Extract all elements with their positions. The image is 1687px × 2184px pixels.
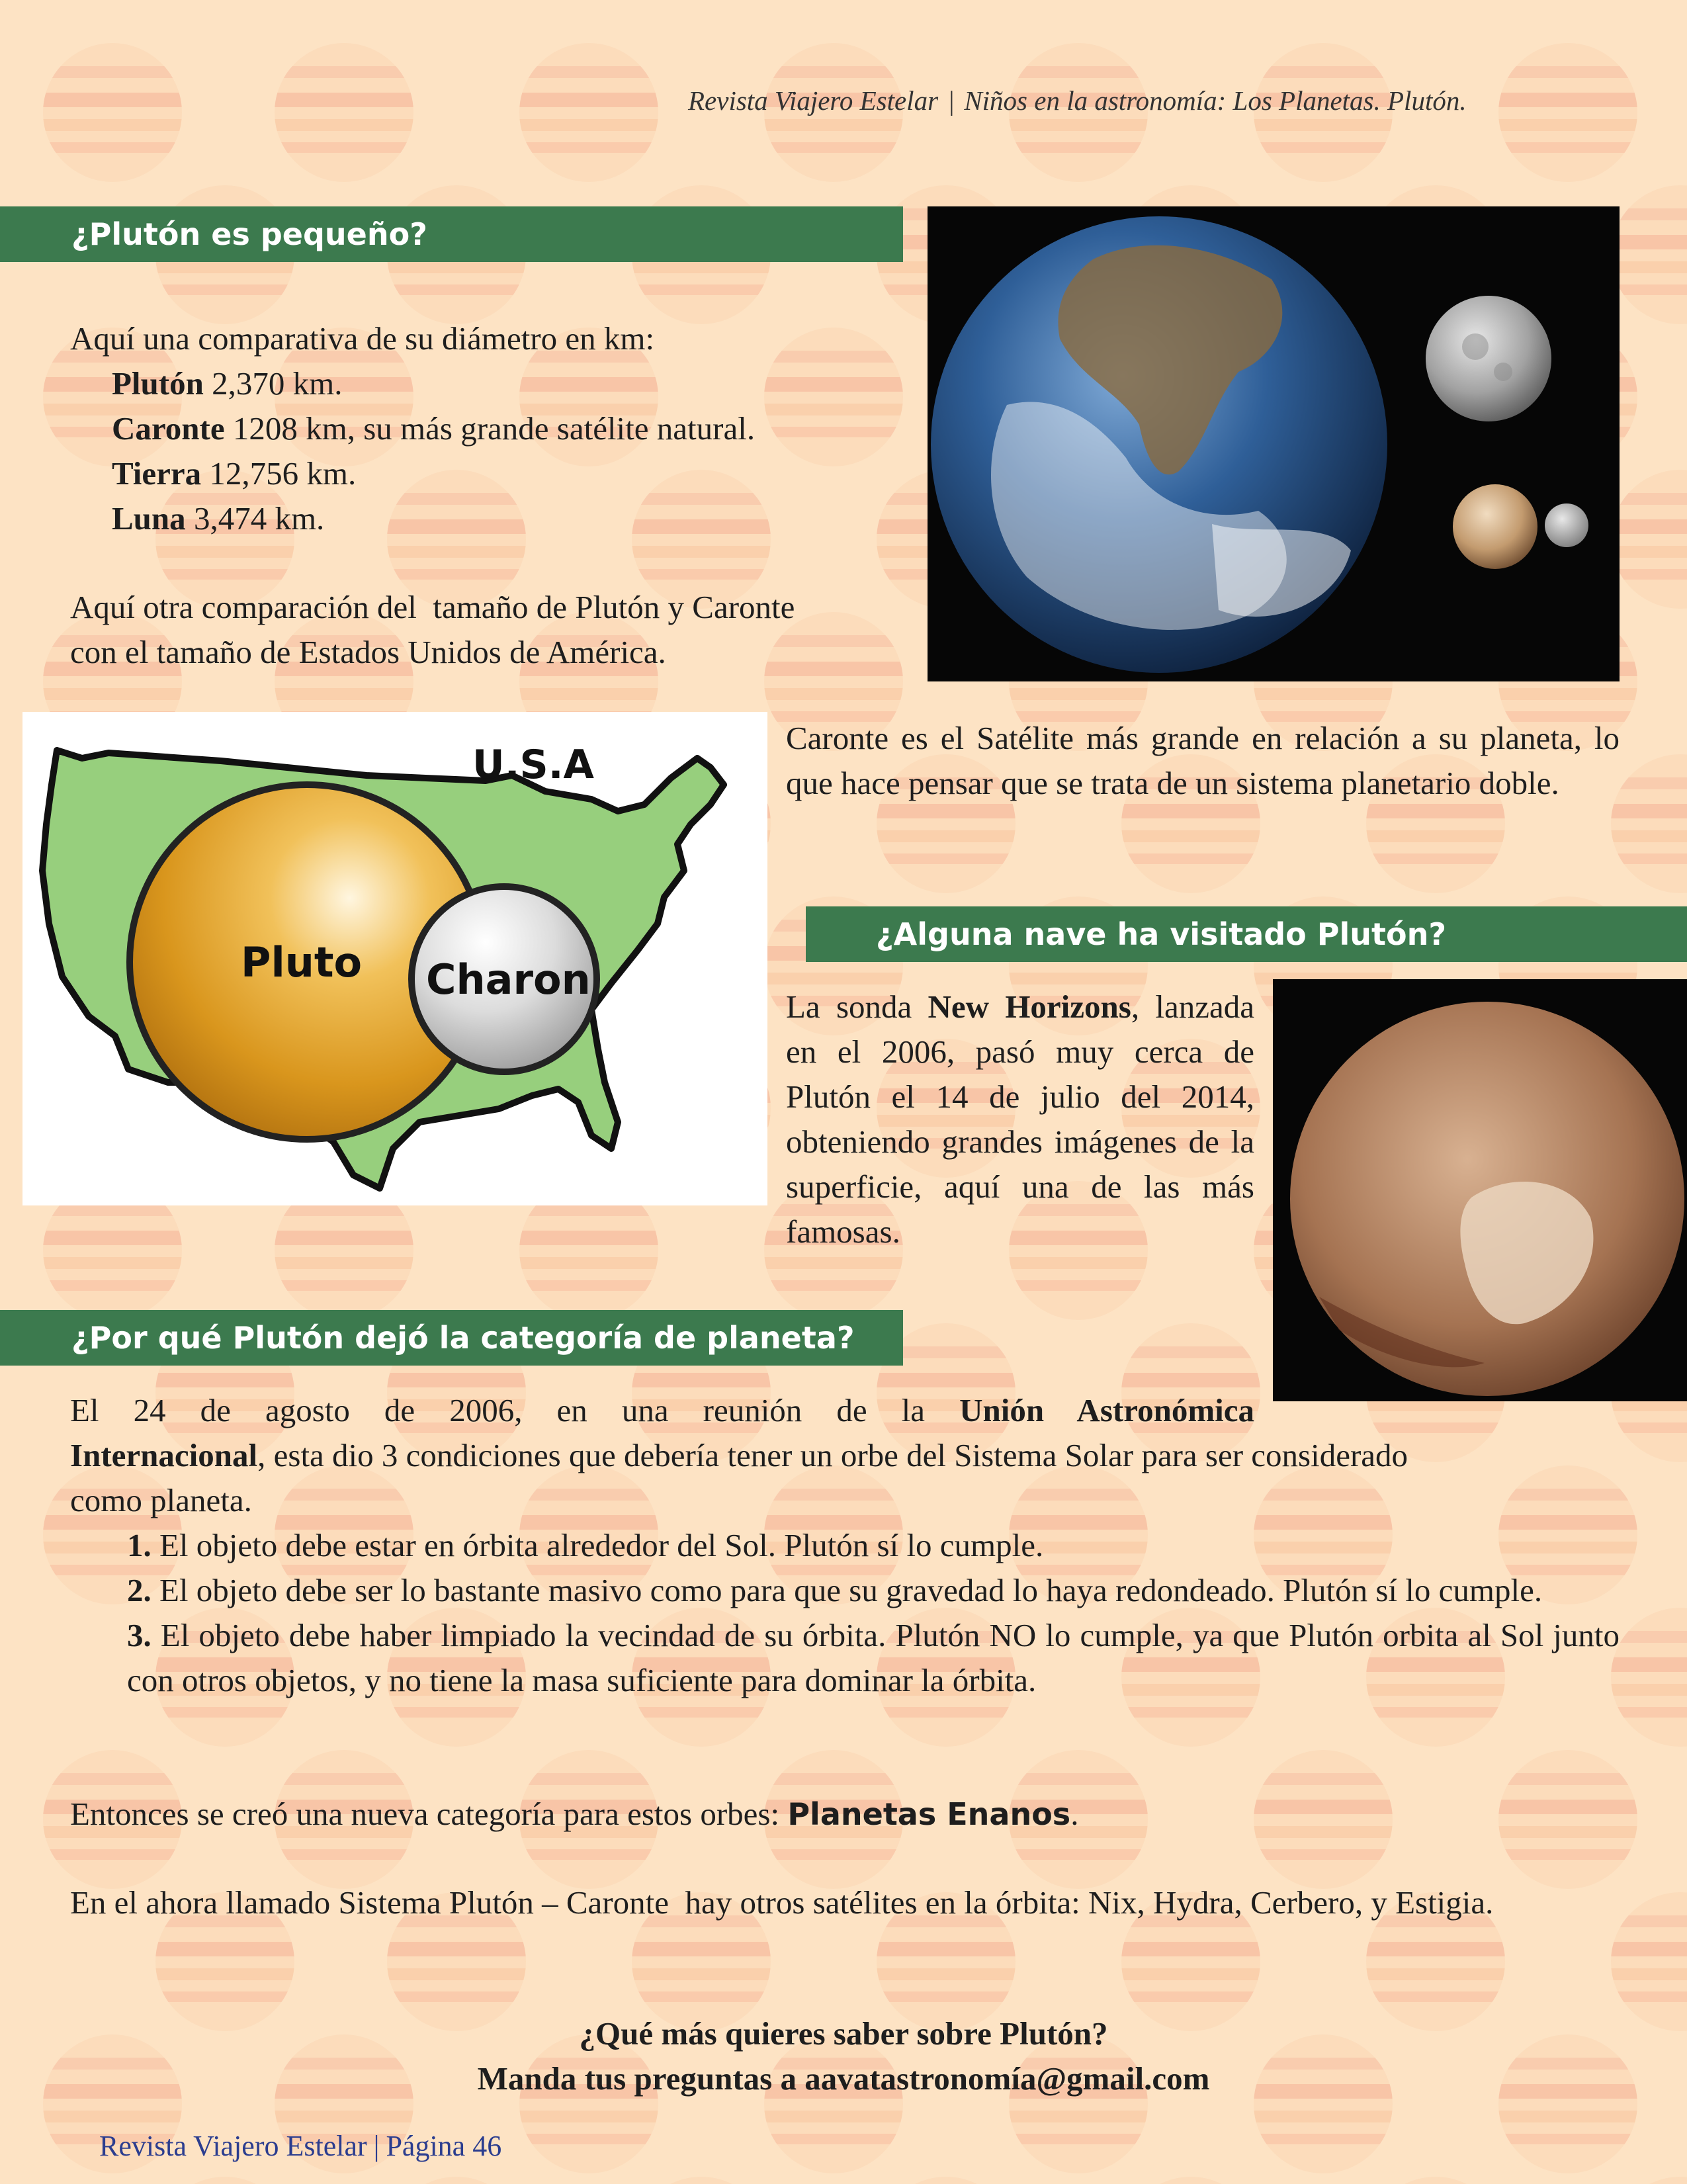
new-horizons-text [786, 984, 1254, 1254]
decorative-planet [1611, 2177, 1687, 2184]
footer-separator: | [373, 2130, 380, 2162]
probe-text-before: La sonda [786, 988, 928, 1025]
closing-block [0, 2011, 1687, 2101]
section-heading-size [0, 206, 903, 262]
decorative-planet [632, 2177, 771, 2184]
section-heading-classification [0, 1310, 903, 1366]
diameter-item-name: Plutón [112, 365, 204, 402]
decorative-planet [1611, 1892, 1687, 2031]
usa-pluto-charon-map [22, 712, 767, 1205]
dwarf-planet-paragraph [70, 1792, 1618, 1837]
diameter-item [70, 361, 917, 406]
iau-text-start: El 24 de agosto de 2006, en una reunión de la [70, 1392, 960, 1428]
size-comparison-photo [928, 206, 1620, 681]
charon-note: Caronte es el Satélite más grande en relación a su planeta, lo que hace pensar que se trata de un sistema planetario doble. [786, 720, 1620, 801]
pluto-system-paragraph: En el ahora llamado Sistema Plutón – Caronte hay otros satélites en la órbita: Nix, Hydra, Cerbero, y Estigia. [70, 1884, 1494, 1921]
diameter-item-value: 3,474 km. [185, 500, 325, 537]
page-footer [99, 2129, 501, 2163]
decorative-planet [1611, 470, 1687, 609]
decorative-planet [519, 43, 658, 182]
iau-name-part1: Unión Astronómica [959, 1392, 1254, 1428]
decorative-planet [43, 43, 182, 182]
dwarf-text-after: . [1070, 1796, 1079, 1832]
section-title-size: ¿Plutón es pequeño? [71, 216, 427, 252]
map-label-charon: Charon [426, 955, 591, 1004]
iau-paragraph-line1 [70, 1388, 1254, 1433]
running-header [688, 85, 1575, 116]
decorative-planet [1611, 754, 1687, 893]
diameter-item [70, 406, 917, 451]
map-label-usa: U.S.A [472, 742, 594, 788]
condition-number: 3. [127, 1617, 151, 1653]
diameter-comparison [70, 316, 917, 675]
header-magazine: Revista Viajero Estelar [688, 85, 939, 116]
iau-paragraph-line2 [70, 1433, 1618, 1478]
condition-text: El objeto debe haber limpiado la vecindad de su órbita. Plutón NO lo cumple, ya que Plutón orbita al Sol junto con otros objetos, y no tiene la masa suficiente para dominar la órbita. [127, 1617, 1620, 1698]
condition-item [127, 1523, 1620, 1568]
probe-text-after: , lanzada en el 2006, pasó muy cerca de Plutón el 14 de julio del 2014, obteniendo grandes imágenes de la superficie, aquí una de las más famosas. [786, 988, 1254, 1250]
conditions-list [127, 1523, 1620, 1703]
size-comparison-illustration [928, 206, 1620, 681]
condition-item [127, 1568, 1620, 1613]
decorative-planet [155, 2177, 294, 2184]
footer-magazine: Revista Viajero Estelar [99, 2130, 367, 2162]
diameter-item-value: 12,756 km. [201, 455, 357, 492]
diameter-item-name: Tierra [112, 455, 202, 492]
comparison-text-line2: con el tamaño de Estados Unidos de América. [70, 634, 666, 670]
section-title-probe: ¿Alguna nave ha visitado Plutón? [876, 916, 1447, 952]
diameter-item [70, 451, 917, 496]
comparison-text-line1: Aquí otra comparación del tamaño de Plutón y Caronte [70, 589, 795, 625]
iau-text-rest: , esta dio 3 condiciones que debería tener un orbe del Sistema Solar para ser considerado [257, 1437, 1408, 1473]
footer-page-number: Página 46 [386, 2130, 502, 2162]
dwarf-planet-term: Planetas Enanos [787, 1796, 1071, 1832]
diameter-item-value: 1208 km, su más grande satélite natural. [224, 410, 756, 447]
header-topic: Niños en la astronomía: Los Planetas. Plutón. [964, 85, 1467, 116]
diameter-item [70, 496, 917, 541]
condition-number: 1. [127, 1527, 151, 1563]
iau-name-part2: Internacional [70, 1437, 258, 1473]
closing-contact: Manda tus preguntas a aavatastronomía@gmail.com [477, 2060, 1210, 2097]
decorative-planet [877, 2177, 1016, 2184]
iau-paragraph-line3: como planeta. [70, 1482, 252, 1518]
header-separator: | [947, 85, 955, 116]
diameter-item-value: 2,370 km. [203, 365, 343, 402]
map-label-pluto: Pluto [241, 938, 363, 986]
decorative-planet [387, 2177, 526, 2184]
usa-map-illustration [22, 712, 767, 1205]
section-heading-probe [806, 906, 1687, 962]
condition-item [127, 1613, 1620, 1703]
pluto-photo [1273, 979, 1687, 1401]
closing-question: ¿Qué más quieres saber sobre Plutón? [579, 2015, 1108, 2052]
pluto-photo-illustration [1273, 979, 1687, 1401]
section-title-classification: ¿Por qué Plutón dejó la categoría de planeta? [71, 1320, 855, 1356]
decorative-planet [1121, 2177, 1260, 2184]
probe-name: New Horizons [928, 988, 1131, 1025]
condition-text: El objeto debe ser lo bastante masivo como para que su gravedad lo haya redondeado. Plutón sí lo cumple. [151, 1572, 1543, 1608]
dwarf-text-before: Entonces se creó una nueva categoría para estos orbes: [70, 1796, 788, 1832]
condition-number: 2. [127, 1572, 151, 1608]
diameter-intro: Aquí una comparativa de su diámetro en km: [70, 320, 655, 357]
decorative-planet [275, 43, 413, 182]
diameter-item-name: Caronte [112, 410, 225, 447]
decorative-planet [1366, 2177, 1505, 2184]
decorative-planet [1611, 1608, 1687, 1747]
decorative-planet [1611, 185, 1687, 324]
condition-text: El objeto debe estar en órbita alrededor del Sol. Plutón sí lo cumple. [151, 1527, 1044, 1563]
diameter-item-name: Luna [112, 500, 186, 537]
